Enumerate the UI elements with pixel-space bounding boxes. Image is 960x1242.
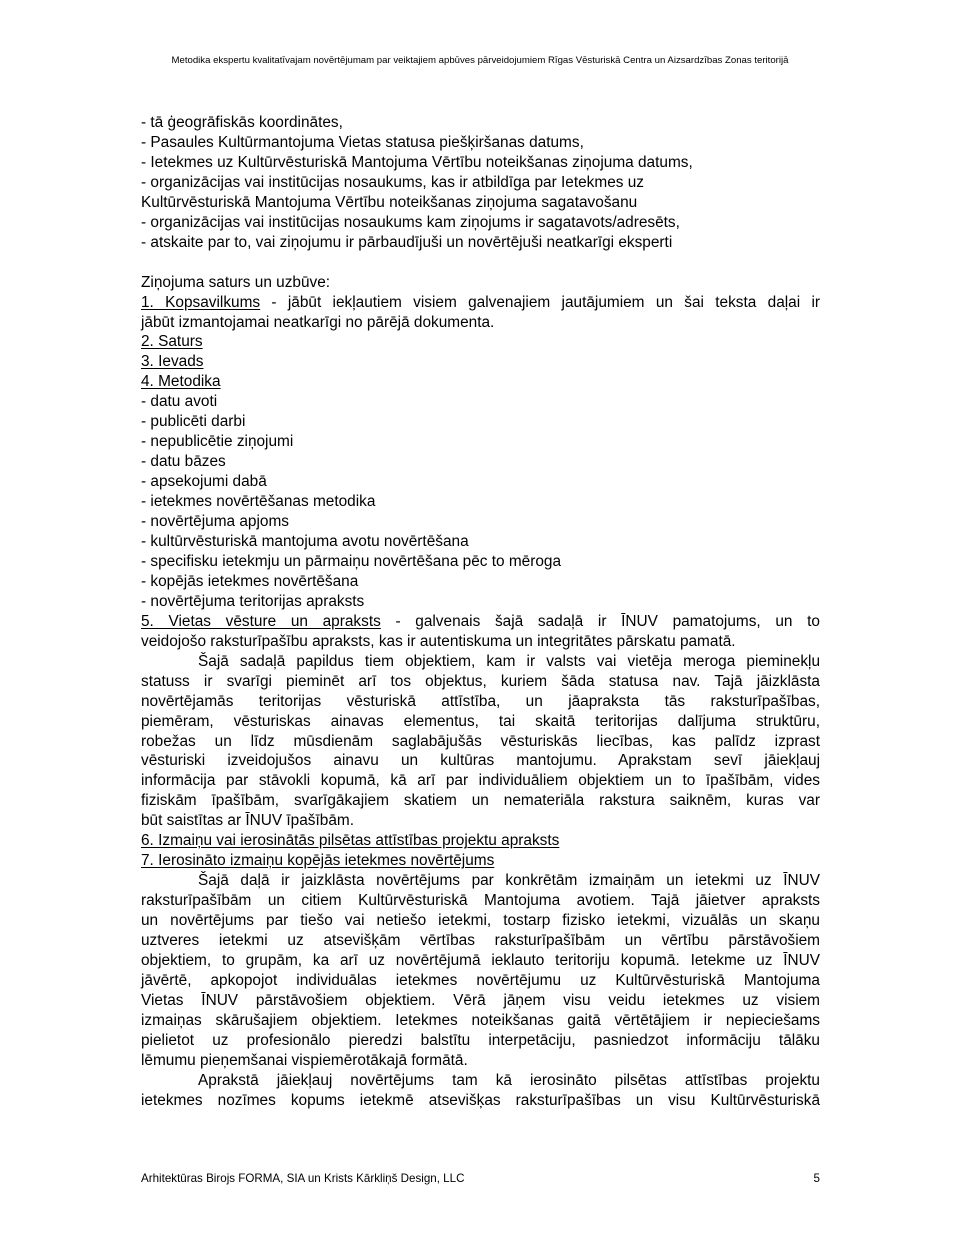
list-item: - tā ģeogrāfiskās koordinātes, (141, 114, 343, 131)
list-item: - publicēti darbi (141, 413, 246, 431)
paragraph-line: piemēram, vēsturiskas ainavas elementus, tai skaitā teritorijas dalījuma struktūru, (141, 712, 820, 730)
list-item: - ietekmes novērtēšanas metodika (141, 493, 376, 511)
section-3-line (141, 352, 820, 372)
final-paragraph (141, 1071, 820, 1111)
document-body (141, 113, 820, 1111)
paragraph-line: pielietot uz profesionālo pieredzi balstītu interpetāciju, pasniedzot informāciju tālāku (141, 1031, 820, 1049)
section-5-line-2: veidojošo raksturīpašību apraksts, kas ir autentiskuma un integritātes pārskatu pamatā. (141, 632, 736, 650)
page-header (0, 55, 960, 67)
paragraph-line: uztveres ietekmi uz atsevišķām vērtības raksturīpašībām un vērtību pārstāvošiem (141, 932, 820, 950)
paragraph-line: vēsturiski izveidojušos ainavu un kultūras mantojumu. Aprakstam sevī jāiekļauj (141, 752, 820, 770)
section-6-line (141, 831, 820, 851)
paragraph-line: lēmumu pieņemšanai vispiemērotākajā formātā. (141, 1051, 468, 1069)
section-1-line-1 (141, 293, 820, 313)
list-item: - datu avoti (141, 393, 218, 411)
paragraph-line: Šajā sadaļā papildus tiem objektiem, kam ir valsts vai vietēja meroga pieminekļu (198, 652, 820, 670)
section-4-line (141, 372, 820, 392)
list-item: - organizācijas vai institūcijas nosaukums kam ziņojums ir sagatavots/adresēts, (141, 213, 680, 231)
paragraph-line: fiziskām īpašībām, svarīgākajiem skatiem un nemateriāla rakstura saiknēm, kuras var (141, 792, 820, 810)
paragraph-line: Šajā daļā ir jaizklāsta novērtējums par konkrētām izmaiņām un ietekmi uz ĪNUV (198, 872, 820, 890)
list-top (141, 113, 820, 253)
paragraph-line: raksturīpašībām un citiem Kultūrvēsturiskā Mantojuma avotiem. Tajā jāietver apraksts (141, 892, 820, 910)
paragraph-line: būt saistītas ar ĪNUV īpašībām. (141, 812, 354, 830)
paragraph-line: robežas un līdz mūsdienām saglabājušās vēsturiskās liecības, kas palīdz izprast (141, 732, 820, 750)
list-item: - novērtējuma apjoms (141, 513, 289, 531)
list-item: - Ietekmes uz Kultūrvēsturiskā Mantojuma Vērtību noteikšanas ziņojuma datums, (141, 153, 693, 171)
section-5-title: 5. Vietas vēsture un apraksts (141, 612, 381, 630)
list-item: - Pasaules Kultūrmantojuma Vietas statusa piešķiršanas datums, (141, 133, 584, 151)
list-item: - novērtējuma teritorijas apraksts (141, 592, 365, 610)
list-item: - apsekojumi dabā (141, 473, 267, 491)
list-item: - kopējās ietekmes novērtēšana (141, 572, 359, 590)
header-title: Metodika ekspertu kvalitatīvajam novērtējumam par veiktajiem apbūves pārveidojumiem Rīgas Vēsturiskā Centra un Aizsardzības Zonas teritorijā (171, 55, 789, 66)
structure-heading: Ziņojuma saturs un uzbūve: (141, 273, 331, 291)
section-2-title: 2. Saturs (141, 333, 203, 351)
methodology-list (141, 392, 820, 611)
paragraph-line: Vietas ĪNUV pārstāvošiem objektiem. Vērā jāņem visu veidu ietekmes uz visiem (141, 991, 820, 1009)
paragraph-line: objektiem, to grupām, ka arī uz novērtējumā ieklauto teritoriju kopumā. Ietekme uz ĪNUV (141, 952, 820, 970)
section-1-title: 1. Kopsavilkums (141, 293, 261, 311)
section-2-line (141, 332, 820, 352)
section-7-title: 7. Ierosināto izmaiņu kopējās ietekmes novērtējums (141, 852, 495, 870)
list-item: - datu bāzes (141, 453, 226, 471)
section-6-title: 6. Izmaiņu vai ierosinātās pilsētas attīstības projektu apraksts (141, 832, 560, 850)
paragraph-line: Aprakstā jāiekļauj novērtējums tam kā ierosināto pilsētas attīstības projektu (198, 1071, 820, 1089)
section-4-title: 4. Metodika (141, 373, 221, 391)
paragraph-line: novērtējamās teritorijas vēsturiskā attīstība, un jāapraksta tās raksturīpašības, (141, 692, 820, 710)
section-7-line (141, 851, 820, 871)
paragraph-line: statuss ir svarīgi pieminēt arī tos objektus, kuriem šāda statusa nav. Tajā jāizklāsta (141, 672, 820, 690)
section-1-text: - jābūt iekļautiem visiem galvenajiem jautājumiem un šai teksta daļai ir (260, 293, 821, 311)
footer-company: Arhitektūras Birojs FORMA, SIA un Krists Kārkliņš Design, LLC (141, 1172, 465, 1185)
section-3-title: 3. Ievads (141, 353, 204, 371)
page-number: 5 (813, 1172, 820, 1185)
section-5-paragraph (141, 652, 820, 832)
paragraph-line: ietekmes nozīmes kopums ietekmē atsevišķas raksturīpašības un visu Kultūrvēsturiskā (141, 1091, 820, 1109)
spacer (141, 253, 820, 273)
list-item: - kultūrvēsturiskā mantojuma avotu novērtēšana (141, 533, 469, 550)
list-item: - specifisku ietekmju un pārmaiņu novērtēšana pēc to mēroga (141, 552, 562, 570)
list-item: Kultūrvēsturiskā Mantojuma Vērtību noteikšanas ziņojuma sagatavošanu (141, 193, 638, 211)
paragraph-line: jāvērtē, apkopojot individuālas ietekmes novērtējumu uz Kultūrvēsturiskā Mantojuma (141, 971, 820, 989)
section-1-line-2: jābūt izmantojamai neatkarīgi no pārējā dokumenta. (141, 313, 495, 331)
paragraph-line: informācija par stāvokli kopumā, kā arī par individuāliem objektiem un to īpašībām, vides (141, 772, 820, 790)
section-5-text: - galvenais šajā sadaļā ir ĪNUV pamatojums, un to (380, 612, 820, 630)
section-5-line-1 (141, 612, 820, 632)
paragraph-line: izmaiņas skārušajiem objektiem. Ietekmes noteikšanas gaitā vērtētājiem ir nepieciešams (141, 1011, 820, 1029)
list-item: - nepublicētie ziņojumi (141, 433, 294, 451)
paragraph-line: un novērtējums par tiešo vai netiešo ietekmi, tostarp fizisko ietekmi, vizuālās un skaņu (141, 912, 820, 930)
section-7-paragraph (141, 871, 820, 1071)
list-item: - organizācijas vai institūcijas nosaukums, kas ir atbildīga par Ietekmes uz (141, 173, 644, 191)
list-item: - atskaite par to, vai ziņojumu ir pārbaudījuši un novērtējuši neatkarīgi eksperti (141, 233, 673, 251)
